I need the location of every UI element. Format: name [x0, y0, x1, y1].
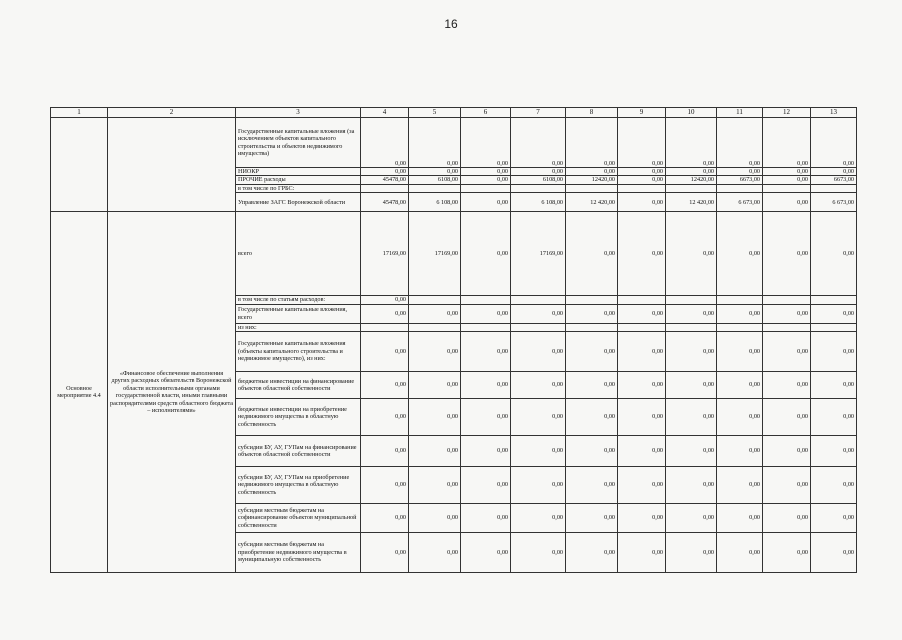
value-cell: 0,00 [461, 118, 511, 168]
value-cell [361, 323, 409, 331]
value-cell: 0,00 [409, 533, 461, 573]
column-header: 11 [717, 108, 763, 118]
value-cell: 0,00 [666, 504, 717, 533]
value-cell [763, 296, 811, 304]
value-cell: 0,00 [717, 533, 763, 573]
value-cell [618, 296, 666, 304]
value-cell: 0,00 [763, 176, 811, 184]
value-cell: 0,00 [461, 304, 511, 323]
value-cell: 0,00 [361, 332, 409, 372]
value-cell: 0,00 [511, 304, 566, 323]
value-cell [618, 184, 666, 192]
column-header: 8 [566, 108, 618, 118]
value-cell: 0,00 [511, 399, 566, 436]
column-header: 7 [511, 108, 566, 118]
row-label: НИОКР [236, 168, 361, 176]
value-cell: 0,00 [811, 372, 857, 399]
budget-table [50, 107, 857, 573]
row-label: в том числе по ГРБС: [236, 184, 361, 192]
value-cell: 0,00 [666, 304, 717, 323]
value-cell [409, 323, 461, 331]
value-cell: 0,00 [461, 332, 511, 372]
value-cell: 0,00 [409, 332, 461, 372]
value-cell: 0,00 [666, 118, 717, 168]
row-label: субсидии БУ, АУ, ГУПам на приобретение недвижимого имущества в областную собственность [236, 467, 361, 504]
event-title-cell: «Финансовое обеспечение выполнения других расходных обязательств Воронежской области исполнительными органами государственной власти, иными главными распорядителями средств областного бюджета – исполнителями» [108, 212, 236, 573]
column-header: 3 [236, 108, 361, 118]
value-cell: 0,00 [566, 467, 618, 504]
value-cell: 0,00 [461, 467, 511, 504]
row-label: субсидии местным бюджетам на софинансирование объектов муниципальной собственности [236, 504, 361, 533]
value-cell: 0,00 [811, 332, 857, 372]
row-label: Управление ЗАГС Воронежской области [236, 193, 361, 212]
value-cell: 0,00 [618, 304, 666, 323]
value-cell: 0,00 [618, 372, 666, 399]
value-cell [666, 184, 717, 192]
value-cell: 0,00 [566, 372, 618, 399]
value-cell: 0,00 [618, 533, 666, 573]
value-cell: 0,00 [717, 304, 763, 323]
event-code-cell: Основное мероприятие 4.4 [51, 212, 108, 573]
value-cell: 0,00 [666, 212, 717, 296]
value-cell: 0,00 [618, 212, 666, 296]
value-cell [566, 296, 618, 304]
value-cell: 6 673,00 [717, 193, 763, 212]
value-cell [666, 323, 717, 331]
value-cell [511, 184, 566, 192]
value-cell [461, 323, 511, 331]
column-header: 13 [811, 108, 857, 118]
value-cell [763, 184, 811, 192]
value-cell: 6 108,00 [511, 193, 566, 212]
value-cell [717, 184, 763, 192]
row-label: бюджетные инвестиции на финансирование объектов областной собственности [236, 372, 361, 399]
row-label: субсидии БУ, АУ, ГУПам на финансирование объектов областной собственности [236, 436, 361, 467]
value-cell: 0,00 [666, 372, 717, 399]
value-cell: 45478,00 [361, 176, 409, 184]
value-cell: 0,00 [717, 118, 763, 168]
value-cell: 0,00 [717, 399, 763, 436]
value-cell: 0,00 [717, 372, 763, 399]
value-cell: 0,00 [361, 436, 409, 467]
page-number: 16 [444, 17, 458, 31]
value-cell [811, 323, 857, 331]
row-label: субсидии местным бюджетам на приобретение недвижимого имущества в муниципальную собственность [236, 533, 361, 573]
value-cell: 12420,00 [566, 176, 618, 184]
value-cell: 0,00 [763, 332, 811, 372]
value-cell: 0,00 [566, 533, 618, 573]
value-cell: 0,00 [361, 168, 409, 176]
row-label: Государственные капитальные вложения (объекты капитального строительства и недвижимое имущество), из них: [236, 332, 361, 372]
empty-cell [51, 118, 108, 212]
value-cell [811, 296, 857, 304]
value-cell: 0,00 [461, 176, 511, 184]
value-cell: 0,00 [811, 118, 857, 168]
value-cell: 6108,00 [409, 176, 461, 184]
value-cell: 0,00 [361, 296, 409, 304]
value-cell: 0,00 [566, 436, 618, 467]
value-cell: 0,00 [461, 436, 511, 467]
value-cell: 0,00 [717, 212, 763, 296]
value-cell: 0,00 [811, 168, 857, 176]
empty-cell [108, 118, 236, 212]
value-cell [461, 184, 511, 192]
value-cell: 0,00 [461, 372, 511, 399]
value-cell: 0,00 [717, 436, 763, 467]
value-cell: 0,00 [717, 168, 763, 176]
value-cell [511, 296, 566, 304]
value-cell: 0,00 [666, 168, 717, 176]
value-cell: 0,00 [409, 436, 461, 467]
value-cell: 17169,00 [361, 212, 409, 296]
row-label: в том числе по статьям расходов: [236, 296, 361, 304]
row-label: Государственные капитальные вложения, всего [236, 304, 361, 323]
value-cell: 0,00 [361, 118, 409, 168]
value-cell: 0,00 [461, 168, 511, 176]
value-cell: 0,00 [763, 533, 811, 573]
table-row [51, 118, 857, 168]
value-cell: 0,00 [511, 467, 566, 504]
value-cell: 0,00 [461, 212, 511, 296]
value-cell: 0,00 [511, 168, 566, 176]
value-cell: 0,00 [618, 168, 666, 176]
value-cell: 0,00 [409, 304, 461, 323]
value-cell: 0,00 [566, 168, 618, 176]
value-cell [666, 296, 717, 304]
value-cell: 6 673,00 [811, 193, 857, 212]
value-cell: 0,00 [811, 436, 857, 467]
value-cell: 6673,00 [717, 176, 763, 184]
value-cell: 0,00 [618, 118, 666, 168]
column-header: 4 [361, 108, 409, 118]
column-header: 6 [461, 108, 511, 118]
value-cell [511, 323, 566, 331]
value-cell: 0,00 [566, 304, 618, 323]
value-cell [811, 184, 857, 192]
value-cell [361, 184, 409, 192]
value-cell: 0,00 [566, 212, 618, 296]
value-cell: 0,00 [618, 436, 666, 467]
value-cell: 0,00 [511, 118, 566, 168]
value-cell [618, 323, 666, 331]
value-cell: 0,00 [409, 504, 461, 533]
value-cell: 12 420,00 [666, 193, 717, 212]
value-cell: 12 420,00 [566, 193, 618, 212]
value-cell: 0,00 [763, 168, 811, 176]
value-cell: 0,00 [763, 304, 811, 323]
value-cell: 0,00 [361, 304, 409, 323]
value-cell: 0,00 [511, 372, 566, 399]
value-cell: 0,00 [811, 304, 857, 323]
value-cell [461, 296, 511, 304]
value-cell: 0,00 [461, 504, 511, 533]
column-header: 10 [666, 108, 717, 118]
value-cell: 0,00 [409, 372, 461, 399]
value-cell: 0,00 [361, 399, 409, 436]
value-cell: 17169,00 [409, 212, 461, 296]
value-cell [409, 184, 461, 192]
value-cell: 0,00 [566, 118, 618, 168]
row-label: ПРОЧИЕ расходы [236, 176, 361, 184]
value-cell: 0,00 [763, 504, 811, 533]
value-cell: 0,00 [666, 332, 717, 372]
value-cell: 0,00 [461, 399, 511, 436]
value-cell: 17169,00 [511, 212, 566, 296]
value-cell: 0,00 [763, 372, 811, 399]
value-cell: 0,00 [618, 467, 666, 504]
value-cell: 0,00 [361, 372, 409, 399]
value-cell: 0,00 [511, 533, 566, 573]
value-cell: 0,00 [811, 212, 857, 296]
value-cell: 0,00 [666, 399, 717, 436]
value-cell: 0,00 [409, 118, 461, 168]
value-cell: 0,00 [811, 399, 857, 436]
value-cell: 0,00 [763, 193, 811, 212]
row-label: всего [236, 212, 361, 296]
value-cell: 0,00 [763, 467, 811, 504]
value-cell: 0,00 [511, 332, 566, 372]
value-cell: 0,00 [566, 504, 618, 533]
value-cell: 0,00 [618, 332, 666, 372]
value-cell: 45478,00 [361, 193, 409, 212]
value-cell: 0,00 [511, 436, 566, 467]
value-cell: 0,00 [666, 533, 717, 573]
value-cell: 0,00 [717, 332, 763, 372]
value-cell: 0,00 [409, 467, 461, 504]
column-header: 2 [108, 108, 236, 118]
value-cell: 0,00 [618, 399, 666, 436]
table-row [51, 212, 857, 296]
value-cell [566, 323, 618, 331]
value-cell: 0,00 [717, 467, 763, 504]
value-cell: 6 108,00 [409, 193, 461, 212]
row-label: Государственные капитальные вложения (за исключением объектов капитального строительства и объектов недвижимого имущества) [236, 118, 361, 168]
row-label: бюджетные инвестиции на приобретение недвижимого имущества в областную собственность [236, 399, 361, 436]
header-row [51, 108, 857, 118]
value-cell: 0,00 [763, 399, 811, 436]
value-cell: 0,00 [666, 467, 717, 504]
value-cell: 0,00 [811, 533, 857, 573]
value-cell: 0,00 [566, 332, 618, 372]
value-cell: 0,00 [763, 212, 811, 296]
value-cell: 6673,00 [811, 176, 857, 184]
value-cell: 0,00 [361, 533, 409, 573]
value-cell: 0,00 [409, 168, 461, 176]
value-cell: 0,00 [566, 399, 618, 436]
value-cell: 6108,00 [511, 176, 566, 184]
column-header: 1 [51, 108, 108, 118]
value-cell: 0,00 [361, 504, 409, 533]
value-cell: 0,00 [511, 504, 566, 533]
value-cell: 0,00 [409, 399, 461, 436]
value-cell: 0,00 [618, 176, 666, 184]
column-header: 12 [763, 108, 811, 118]
column-header: 9 [618, 108, 666, 118]
value-cell [763, 323, 811, 331]
value-cell: 0,00 [763, 436, 811, 467]
value-cell [409, 296, 461, 304]
value-cell: 0,00 [361, 467, 409, 504]
column-header: 5 [409, 108, 461, 118]
value-cell [717, 323, 763, 331]
value-cell [717, 296, 763, 304]
value-cell: 12420,00 [666, 176, 717, 184]
value-cell: 0,00 [618, 504, 666, 533]
value-cell: 0,00 [717, 504, 763, 533]
value-cell: 0,00 [811, 504, 857, 533]
value-cell: 0,00 [461, 193, 511, 212]
value-cell: 0,00 [763, 118, 811, 168]
value-cell [566, 184, 618, 192]
value-cell: 0,00 [666, 436, 717, 467]
value-cell: 0,00 [618, 193, 666, 212]
row-label: из них: [236, 323, 361, 331]
value-cell: 0,00 [461, 533, 511, 573]
value-cell: 0,00 [811, 467, 857, 504]
